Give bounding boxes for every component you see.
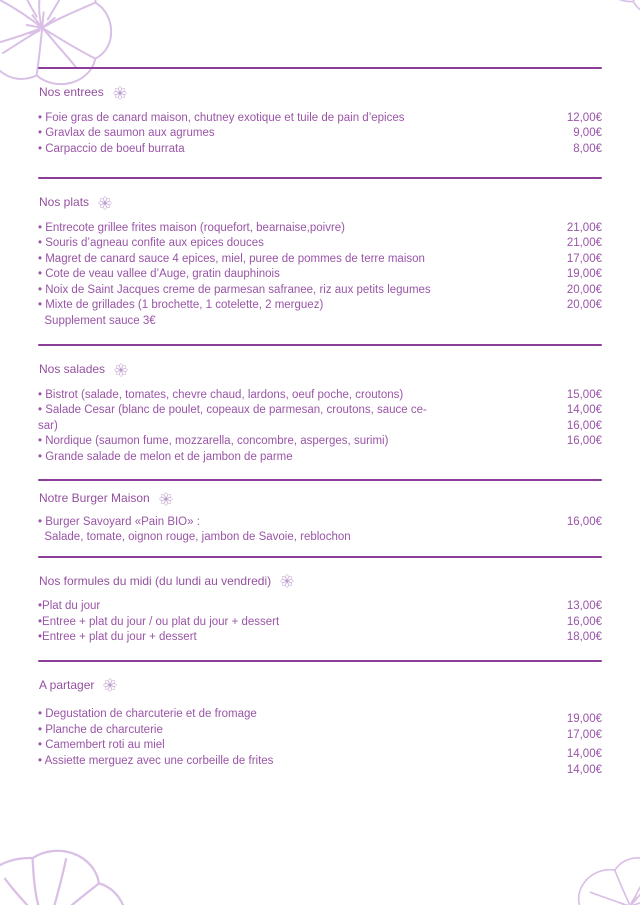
menu-content xyxy=(38,0,602,778)
price-column xyxy=(542,515,602,546)
section-title: A partager xyxy=(39,677,95,692)
menu-item-price: 16,00€ xyxy=(566,435,602,447)
section-divider xyxy=(38,479,602,481)
menu-item-price: 19,00€ xyxy=(566,713,602,725)
menu-item: • Noix de Saint Jacques creme de parmesan safranee, riz aux petits legumes xyxy=(38,283,431,296)
menu-item: • Planche de charcuterie xyxy=(38,723,163,736)
menu-item-price: 8,00€ xyxy=(573,142,602,155)
menu-item: • Nordique (saumon fume, mozzarella, concombre, asperges, surimi) xyxy=(38,435,389,447)
flower-icon xyxy=(114,363,128,377)
section-body xyxy=(38,221,602,330)
menu-item-price: 9,00€ xyxy=(573,127,602,139)
menu-item: • Mixte de grillades (1 brochette, 1 cotelette, 2 merguez) xyxy=(38,299,324,311)
menu-item: • Magret de canard sauce 4 epices, miel, puree de pommes de terre maison xyxy=(38,252,425,265)
menu-item-price: 15,00€ xyxy=(566,388,602,401)
section-body xyxy=(38,599,602,646)
menu-item: •Plat du jour xyxy=(38,600,101,612)
price-column xyxy=(542,599,602,646)
menu-item: •Entree + plat du jour / ou plat du jour + dessert xyxy=(38,615,280,628)
menu-item-price: 16,00€ xyxy=(566,515,602,528)
flower-icon xyxy=(113,86,127,100)
section-heading xyxy=(38,491,602,507)
menu-item-wrap: sar) xyxy=(38,419,58,432)
section-divider xyxy=(38,556,602,558)
flower-icon xyxy=(280,574,294,588)
menu-item-price: 18,00€ xyxy=(566,631,602,643)
section-heading xyxy=(38,195,602,211)
flower-icon xyxy=(159,492,173,506)
flower-illustration-bottom-right xyxy=(558,838,640,905)
menu-item: • Gravlax de saumon aux agrumes xyxy=(38,127,215,139)
section-heading xyxy=(38,85,602,101)
price-column xyxy=(542,221,602,330)
menu-item: • Souris d’agneau confite aux epices douces xyxy=(38,237,264,249)
menu-section-burger xyxy=(38,479,602,546)
menu-item: • Grande salade de melon et de jambon de parme xyxy=(38,450,293,463)
menu-item-price: 20,00€ xyxy=(566,283,602,296)
section-divider xyxy=(38,344,602,346)
item-column xyxy=(38,599,542,646)
flower-icon xyxy=(103,678,117,692)
menu-item-price: 17,00€ xyxy=(566,252,602,265)
item-column xyxy=(38,515,542,546)
menu-item: • Degustation de charcuterie et de fromage xyxy=(38,708,257,720)
section-divider xyxy=(38,177,602,179)
menu-section-entrees xyxy=(38,67,602,157)
section-body xyxy=(38,707,602,778)
menu-item-price: 12,00€ xyxy=(566,111,602,124)
menu-item: • Cote de veau vallee d’Auge, gratin dauphinois xyxy=(38,268,280,280)
menu-item: • Camembert roti au miel xyxy=(38,739,165,751)
price-column xyxy=(542,111,602,158)
menu-item-price: 21,00€ xyxy=(566,237,602,249)
menu-item-description: Salade, tomate, oignon rouge, jambon de Savoie, reblochon xyxy=(38,531,351,543)
flower-icon xyxy=(98,196,112,210)
menu-section-plats xyxy=(38,177,602,329)
section-body xyxy=(38,111,602,158)
menu-item: • Carpaccio de boeuf burrata xyxy=(38,142,185,155)
section-title: Nos formules du midi (du lundi au vendredi) xyxy=(39,573,272,588)
section-heading xyxy=(38,362,602,378)
item-column xyxy=(38,707,542,778)
menu-section-formules xyxy=(38,556,602,646)
section-heading xyxy=(38,574,602,590)
section-title: Notre Burger Maison xyxy=(39,491,150,505)
menu-item: • Burger Savoyard «Pain BIO» : xyxy=(38,515,200,528)
menu-item-price: 14,00€ xyxy=(566,404,602,416)
menu-item-note: Supplement sauce 3€ xyxy=(38,314,156,327)
menu-item-price: 14,00€ xyxy=(566,763,602,776)
item-column xyxy=(38,221,542,330)
menu-item-price: 17,00€ xyxy=(566,728,602,741)
price-column xyxy=(542,707,602,778)
menu-section-partager xyxy=(38,660,602,779)
item-column xyxy=(38,111,542,158)
menu-item-price: 16,00€ xyxy=(566,615,602,628)
menu-item-price: 20,00€ xyxy=(566,299,602,311)
price-column xyxy=(542,388,602,466)
section-divider xyxy=(38,67,602,69)
item-column xyxy=(38,388,542,466)
section-heading xyxy=(38,678,602,694)
menu-item: • Entrecote grillee frites maison (roquefort, bearnaise,poivre) xyxy=(38,221,346,234)
menu-item: •Entree + plat du jour + dessert xyxy=(38,631,197,643)
section-body xyxy=(38,388,602,466)
menu-item-price: 16,00€ xyxy=(566,419,602,432)
section-title: Nos plats xyxy=(39,195,90,209)
menu-item-price: 19,00€ xyxy=(566,268,602,280)
menu-item: • Salade Cesar (blanc de poulet, copeaux de parmesan, croutons, sauce ce- xyxy=(38,404,427,416)
menu-item: • Foie gras de canard maison, chutney exotique et tuile de pain d’epices xyxy=(38,111,405,124)
section-divider xyxy=(38,660,602,662)
menu-item-price: 21,00€ xyxy=(566,221,602,234)
menu-item-price: 13,00€ xyxy=(566,600,602,612)
menu-item: • Bistrot (salade, tomates, chevre chaud, lardons, oeuf poche, croutons) xyxy=(38,388,404,401)
menu-section-salades xyxy=(38,344,602,465)
flower-illustration-bottom-left xyxy=(0,835,141,905)
menu-item-price: 14,00€ xyxy=(566,748,602,760)
section-title: Nos entrees xyxy=(39,85,104,99)
section-title: Nos salades xyxy=(39,362,106,376)
section-body xyxy=(38,515,602,546)
menu-item: • Assiette merguez avec une corbeille de frites xyxy=(38,754,274,767)
